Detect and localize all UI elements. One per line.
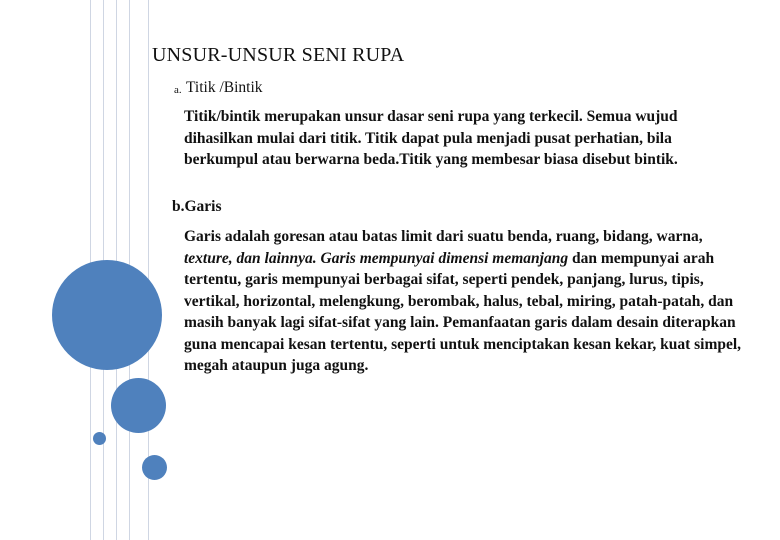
- section-b-body: [184, 226, 744, 377]
- section-a-heading: Titik /Bintik: [186, 79, 263, 96]
- section-a-body: Titik/bintik merupakan unsur dasar seni rupa yang terkecil. Semua wujud dihasilkan mulai dari titik. Titik dapat pula menjadi pusat perhatian, bila berkumpul atau berwarna beda.Titik yang membesar biasa disebut bintik.: [184, 108, 678, 168]
- decor-circle-small: [142, 455, 167, 480]
- slide-title: UNSUR-UNSUR SENI RUPA: [152, 44, 405, 66]
- section-b-body-end: dan mempunyai arah tertentu, garis mempunyai berbagai sifat, seperti pendek, panjang, lurus, tipis, vertikal, horizontal, melengkung, berombak, halus, tebal, miring, patah-patah, dan masih banyak lagi sifat-sifat yang lain. Pemanfaatan garis dalam desain diterapkan guna mencapai kesan tertentu, seperti untuk menciptakan kesan kekar, kuat simpel, megah ataupun juga agung.: [184, 249, 742, 374]
- decor-circle-medium: [111, 378, 166, 433]
- section-b-body-start: Garis adalah goresan atau batas limit dari suatu benda, ruang, bidang, warna,: [184, 228, 703, 245]
- list-marker-a: a.: [174, 84, 182, 96]
- section-b-body-italic: texture, dan lainnya. Garis mempunyai dimensi memanjang: [184, 249, 569, 267]
- decor-circle-tiny: [93, 432, 106, 445]
- decor-circle-large: [52, 260, 162, 370]
- section-b-heading: b.Garis: [172, 198, 222, 215]
